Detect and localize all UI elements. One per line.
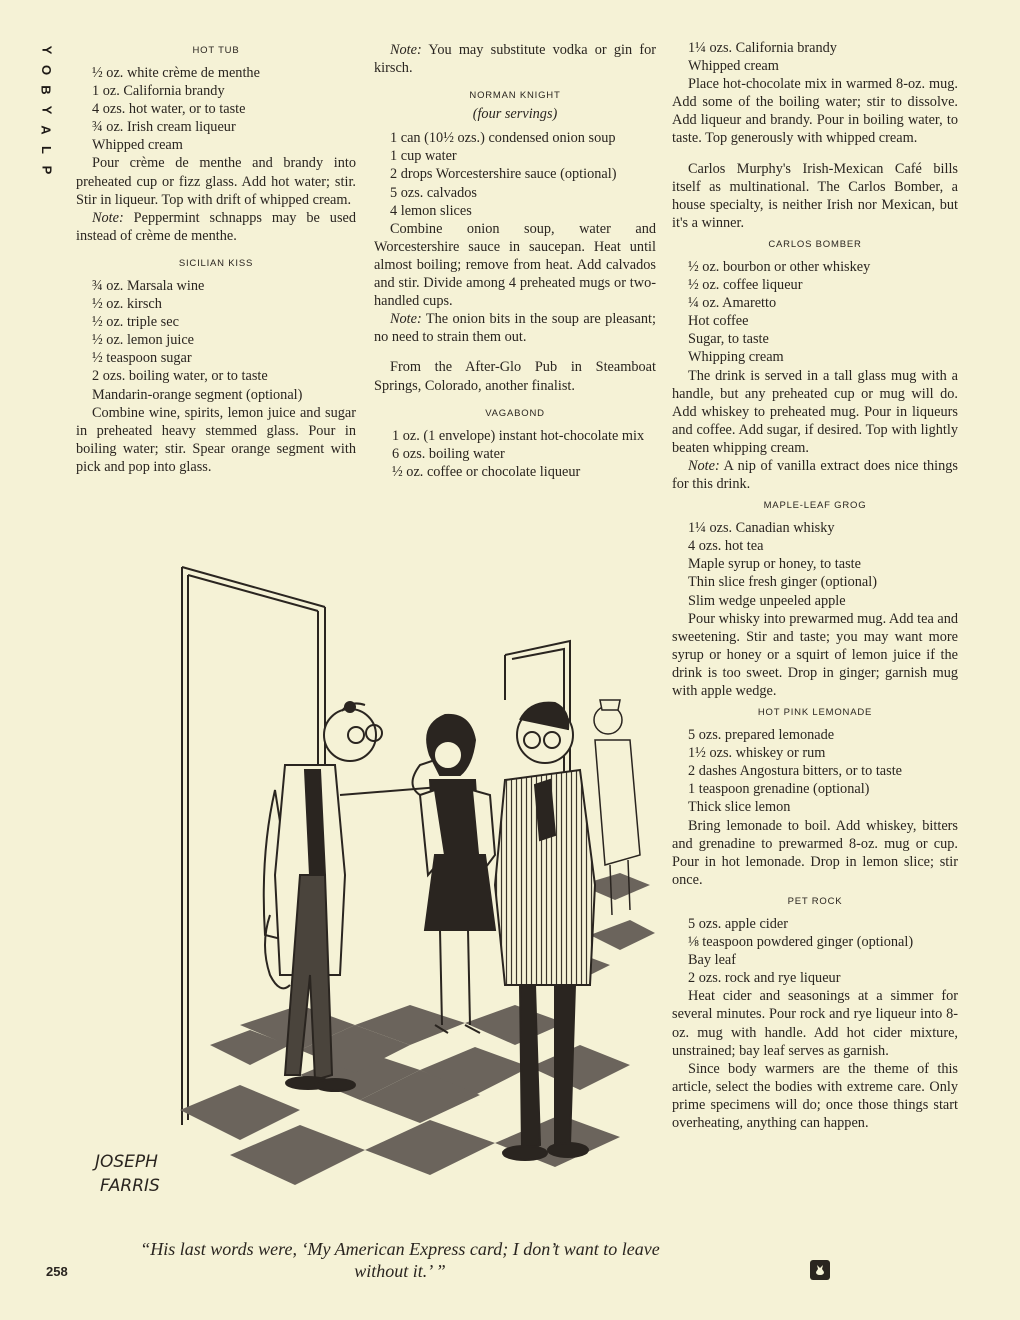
recipe-directions: Combine wine, spirits, lemon juice and sugar in preheated heavy stemmed glass. Pour in boiling water; stir. Spear orange segment with pick and pop into glass.	[76, 404, 356, 475]
ingredient: ½ oz. kirsch	[92, 296, 162, 313]
ingredient: Whipped cream	[92, 137, 183, 154]
ingredient: ¾ oz. Irish cream liqueur	[92, 119, 236, 136]
ingredient-list	[672, 726, 958, 816]
recipe-title: PET ROCK	[787, 895, 843, 907]
recipe-directions: Heat cider and seasonings at a simmer for several minutes. Pour rock and rye liqueur into 8-oz. mug with handle. Add hot cider mixture, unstrained; bay leaf serves as garnish.	[672, 988, 958, 1059]
ingredient: ½ oz. bourbon or other whiskey	[688, 258, 871, 275]
signature-line-2: FARRIS	[100, 1176, 160, 1196]
ingredient-list	[374, 129, 656, 219]
ingredient: ½ oz. lemon juice	[92, 332, 195, 349]
ingredient: ½ oz. coffee liqueur	[688, 277, 803, 294]
ingredient: Hot coffee	[688, 313, 749, 330]
ingredient: ¼ oz. Amaretto	[688, 295, 777, 312]
magazine-spine	[38, 40, 54, 180]
intro-paragraph: From the After-Glo Pub in Steamboat Springs, Colorado, another finalist.	[374, 359, 656, 394]
ingredient-list	[672, 39, 958, 75]
note-label: Note:	[390, 42, 422, 58]
ingredient: 5 ozs. calvados	[390, 184, 477, 201]
recipe-servings: (four servings)	[472, 106, 558, 123]
ingredient: ⅛ teaspoon powdered ginger (optional)	[688, 934, 914, 951]
ingredient: 2 ozs. rock and rye liqueur	[688, 970, 841, 987]
recipe-directions: Place hot-chocolate mix in warmed 8-oz. mug. Add some of the boiling water; stir to dissolve. Add liqueur and brandy. Pour in boiling water, to taste. Top generously with whipped cream.	[672, 76, 958, 147]
ingredient: 1¼ ozs. California brandy	[688, 40, 837, 56]
intro-paragraph: Carlos Murphy's Irish-Mexican Café bills itself as multinational. The Carlos Bomber, a house specialty, is neither Irish nor Mexican, but it's a winner.	[672, 160, 958, 231]
recipe-note	[76, 209, 356, 245]
ingredient: 1 cup water	[390, 148, 457, 165]
ingredient: 5 ozs. apple cider	[688, 915, 789, 932]
signature-line-1: JOSEPH	[95, 1152, 158, 1172]
ingredient: 1½ ozs. whiskey or rum	[688, 745, 826, 762]
ingredient: Maple syrup or honey, to taste	[688, 556, 861, 573]
ingredient: 5 ozs. prepared lemonade	[688, 727, 835, 744]
recipe-directions: Pour crème de menthe and brandy into preheated cup or fizz glass. Add hot water; stir. Stir in liqueur. Top with drift of whipped cream.	[76, 155, 356, 208]
ingredient-list	[76, 64, 356, 154]
ingredient: 4 ozs. hot water, or to taste	[92, 101, 246, 118]
column-1	[76, 44, 356, 476]
ingredient: 4 lemon slices	[390, 202, 472, 219]
ingredient-list	[672, 915, 958, 987]
note-label: Note:	[92, 209, 124, 226]
note-text: Peppermint schnapps may be used instead of crème de menthe.	[76, 209, 356, 244]
ingredient: ½ teaspoon sugar	[92, 350, 192, 367]
spine-letter: B	[38, 85, 54, 95]
ingredient: Mandarin-orange segment (optional)	[92, 386, 303, 403]
recipe-title: SICILIAN KISS	[178, 257, 254, 269]
spine-letter: Y	[38, 45, 54, 55]
ingredient: ¾ oz. Marsala wine	[92, 277, 205, 294]
ingredient: Bay leaf	[688, 952, 737, 969]
ingredient: 1¼ ozs. Canadian whisky	[688, 520, 835, 537]
note-label: Note:	[688, 457, 720, 474]
recipe-title: HOT TUB	[192, 45, 240, 56]
man-figure	[495, 703, 595, 1160]
cartoon-caption: “His last words were, ‘My American Express card; I don’t want to leave without it.’ ”	[140, 1239, 660, 1281]
column-3	[672, 39, 958, 1132]
ingredient: 6 ozs. boiling water	[392, 445, 505, 462]
ingredient: 2 ozs. boiling water, or to taste	[92, 368, 268, 385]
recipe-directions: The drink is served in a tall glass mug with a handle, but any preheated cup or mug will do. Add whiskey to preheated mug. Pour in liqueurs and coffee. Add sugar, if desired. Top with lightly beaten whipping cream.	[672, 367, 958, 456]
ingredient: Thin slice fresh ginger (optional)	[688, 574, 877, 591]
ingredient: 1 oz. California brandy	[92, 83, 225, 100]
rabbit-head-icon	[813, 1263, 827, 1277]
artist-signature	[92, 1152, 160, 1196]
rabbit-logo-icon	[810, 1260, 830, 1280]
note-text: A nip of vanilla extract does nice things for this drink.	[672, 457, 958, 493]
note-text: You may substitute vodka or gin for kirsch.	[374, 42, 656, 77]
spine-letter: O	[39, 64, 54, 76]
recipe-directions: Combine onion soup, water and Worcestershire sauce in saucepan. Heat until almost boiling; remove from heat. Add calvados and stir. Divide among 4 preheated mugs or two-handled cups.	[374, 220, 656, 310]
ingredient: ½ oz. triple sec	[92, 314, 179, 331]
ingredient: 2 dashes Angostura bitters, or to taste	[688, 763, 903, 780]
spine-letter: L	[38, 146, 54, 154]
recipe-title: CARLOS BOMBER	[768, 238, 862, 250]
ingredient-list	[374, 427, 656, 481]
spine-letter: A	[38, 125, 54, 135]
nurse-figure	[413, 715, 496, 1033]
ingredient: Sugar, to taste	[688, 331, 769, 348]
note-text: The onion bits in the soup are pleasant; no need to strain them out.	[374, 311, 656, 346]
ingredient-list	[76, 277, 356, 404]
ingredient: 1 oz. (1 envelope) instant hot-chocolate mix	[392, 427, 645, 444]
ingredient-list	[672, 519, 958, 609]
note-label: Note:	[390, 311, 422, 328]
ingredient: 2 drops Worcestershire sauce (optional)	[390, 166, 617, 183]
ingredient: 1 teaspoon grenadine (optional)	[688, 781, 870, 798]
ingredient: Whipped cream	[688, 58, 779, 75]
recipe-directions: Bring lemonade to boil. Add whiskey, bitters and grenadine to prewarmed 8-oz. mug or cup. Pour in hot lemonade. Drop in lemon slice; stir once.	[672, 817, 958, 888]
ingredient: Slim wedge unpeeled apple	[688, 592, 846, 609]
ingredient: Whipping cream	[688, 349, 784, 366]
ingredient: 1 can (10½ ozs.) condensed onion soup	[390, 130, 616, 147]
ingredient-list	[672, 258, 958, 367]
cartoon-illustration	[95, 555, 660, 1215]
recipe-note	[374, 41, 656, 77]
ingredient: Thick slice lemon	[688, 799, 791, 816]
ingredient: ½ oz. white crème de menthe	[92, 65, 260, 81]
ingredient: ½ oz. coffee or chocolate liqueur	[392, 463, 581, 480]
recipe-title: MAPLE-LEAF GROG	[763, 500, 867, 512]
spine-letter: P	[38, 165, 54, 175]
page-number: 258	[46, 1264, 68, 1279]
column-2	[374, 41, 656, 481]
recipe-title: VAGABOND	[485, 407, 545, 419]
closing-paragraph: Since body warmers are the theme of this article, select the bodies with extreme care. Only prime specimens will do; once those things start overheating, anything can happen.	[672, 1060, 958, 1131]
recipe-note	[374, 310, 656, 346]
recipe-directions: Pour whisky into prewarmed mug. Add tea and sweetening. Stir and taste; you may want more syrup or honey or a squirt of lemon juice if the drink is too sweet. Drop in ginger; garnish mug with apple wedge.	[672, 610, 959, 699]
spine-letter: Y	[38, 105, 54, 115]
recipe-title: NORMAN KNIGHT	[469, 90, 561, 102]
recipe-note	[672, 457, 958, 493]
ingredient: 4 ozs. hot tea	[688, 538, 764, 555]
recipe-title: HOT PINK LEMONADE	[757, 707, 873, 719]
